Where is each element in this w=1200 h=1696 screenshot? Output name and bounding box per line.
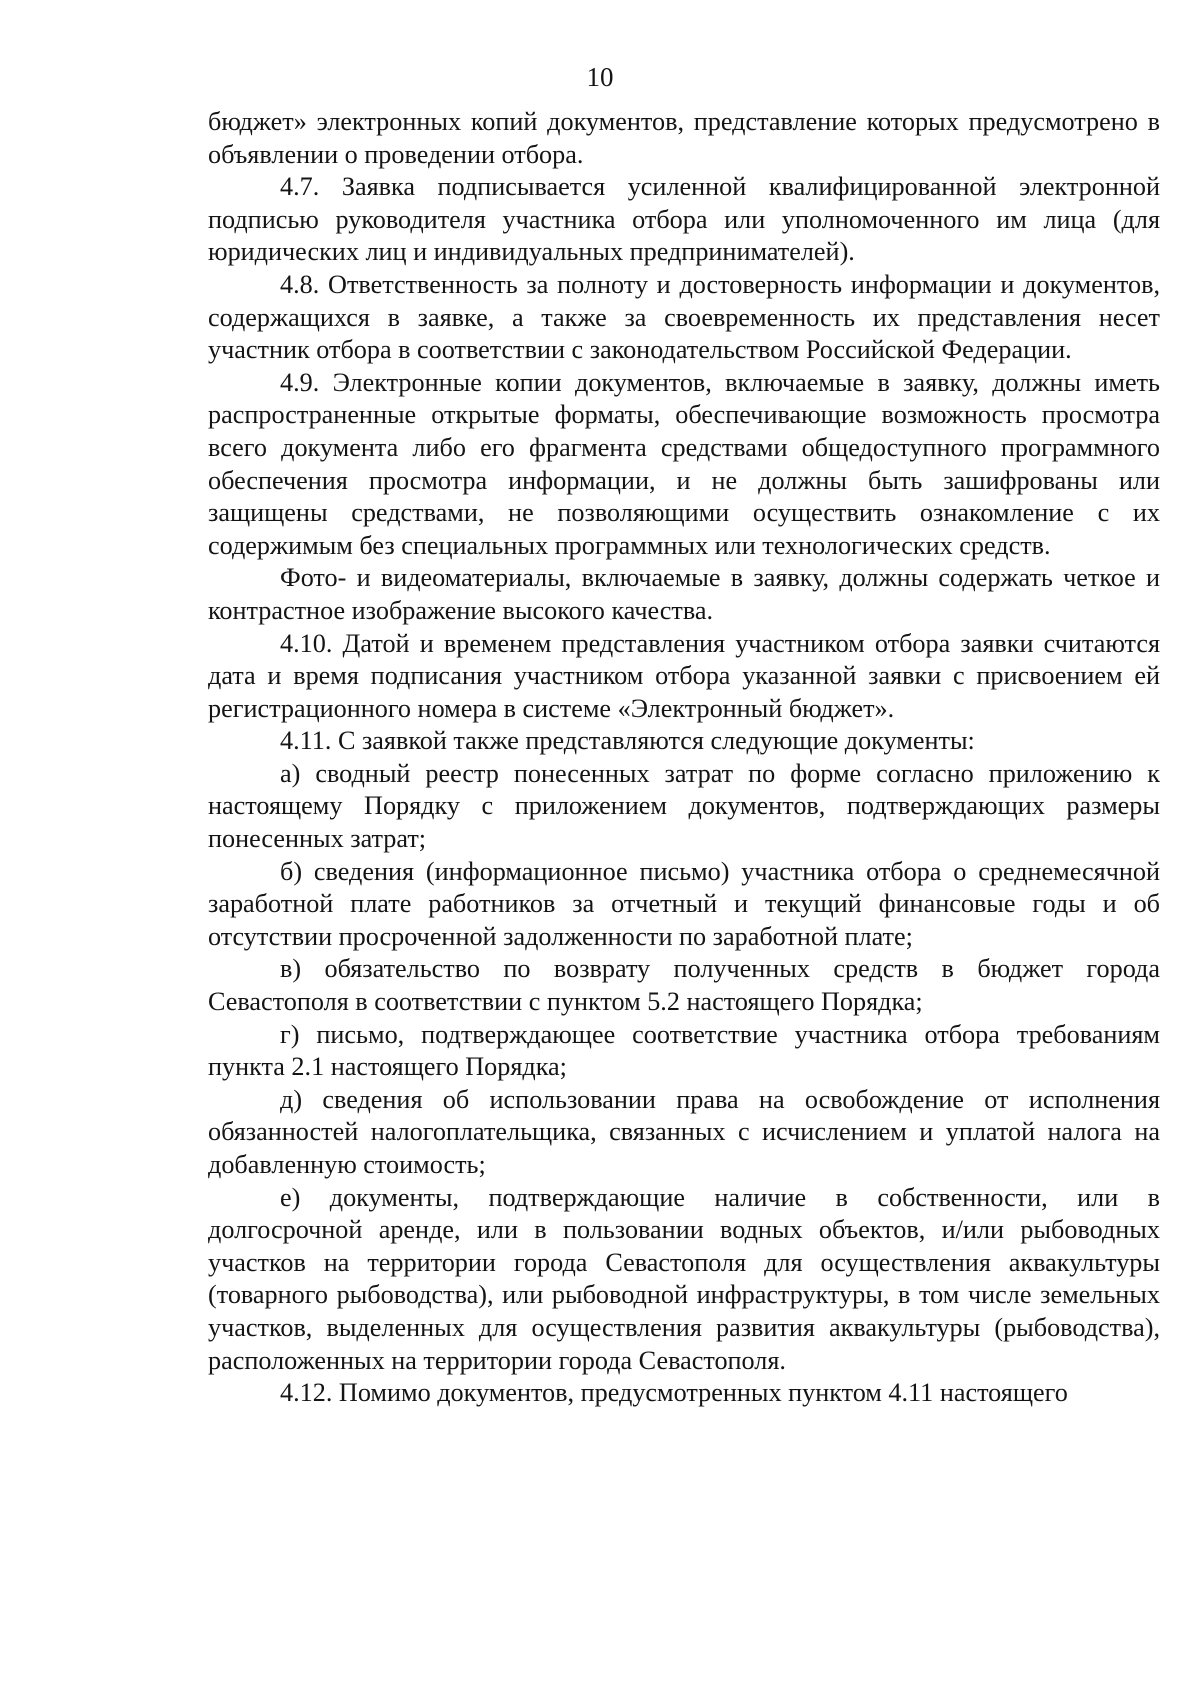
- paragraph-photo-video: Фото- и видеоматериалы, включаемые в заявку, должны содержать четкое и контрастное изображение высокого качества.: [208, 563, 1160, 625]
- list-item-b: б) сведения (информационное письмо) участника отбора о среднемесячной заработной плате работников за отчетный и текущий финансовые годы и об отсутствии просроченной задолженности по заработной плате;: [208, 856, 1160, 951]
- paragraph-4-9: 4.9. Электронные копии документов, включаемые в заявку, должны иметь распространенные открытые форматы, обеспечивающие возможность просмотра всего документа либо его фрагмента средствами общедоступного программного обеспечения просмотра информации, и не должны быть зашифрованы или защищены средствами, не позволяющими осуществить ознакомление с их содержимым без специальных программных или технологических средств.: [208, 367, 1160, 560]
- paragraph-4-10: 4.10. Датой и временем представления участником отбора заявки считаются дата и время подписания участником отбора указанной заявки с присвоением ей регистрационного номера в системе «Электронный бюджет».: [208, 628, 1160, 723]
- paragraph-4-7: 4.7. Заявка подписывается усиленной квалифицированной электронной подписью руководителя участника отбора или уполномоченного им лица (для юридических лиц и индивидуальных предпринимателей).: [208, 172, 1160, 267]
- paragraph-4-12: 4.12. Помимо документов, предусмотренных пунктом 4.11 настоящего: [280, 1378, 1068, 1408]
- list-item-e: е) документы, подтверждающие наличие в собственности, или в долгосрочной аренде, или в пользовании водных объектов, и/или рыбоводных участков на территории города Севастополя для осуществления аквакультуры (товарного рыбоводства), или рыбоводной инфраструктуры, в том числе земельных участков, выделенных для осуществления развития аквакультуры (рыбоводства), расположенных на территории города Севастополя.: [208, 1182, 1160, 1375]
- page-number: 10: [586, 62, 614, 92]
- list-item-v: в) обязательство по возврату полученных средств в бюджет города Севастополя в соответствии с пунктом 5.2 настоящего Порядка;: [208, 954, 1160, 1017]
- list-item-a: а) сводный реестр понесенных затрат по форме согласно приложению к настоящему Порядку с приложением документов, подтверждающих размеры понесенных затрат;: [208, 758, 1160, 854]
- paragraph-4-11: 4.11. С заявкой также представляются следующие документы:: [280, 726, 975, 756]
- paragraph-4-8: 4.8. Ответственность за полноту и достоверность информации и документов, содержащихся в заявке, а также за своевременность их представления несет участник отбора в соответствии с законодательством Российской Федерации.: [208, 269, 1160, 365]
- list-item-g: г) письмо, подтверждающее соответствие участника отбора требованиям пункта 2.1 настоящего Порядка;: [208, 1019, 1160, 1082]
- list-item-d: д) сведения об использовании права на освобождение от исполнения обязанностей налогоплательщика, связанных с исчислением и уплатой налога на добавленную стоимость;: [208, 1084, 1160, 1179]
- document-body: [208, 106, 1160, 1410]
- paragraph-continuation: бюджет» электронных копий документов, представление которых предусмотрено в объявлении о проведении отбора.: [208, 107, 1160, 169]
